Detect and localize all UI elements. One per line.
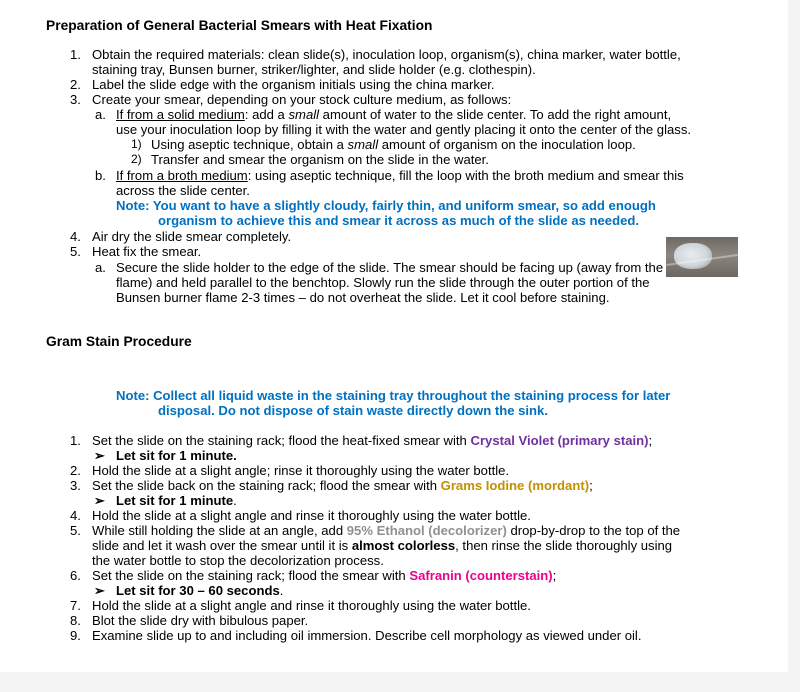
sub-step-text: across the slide center. <box>116 183 250 198</box>
text-run: amount of organism on the inoculation loop. <box>378 137 636 152</box>
text-run: slide and let it wash over the smear until it is <box>92 538 352 553</box>
step-text: Label the slide edge with the organism initials using the china marker. <box>92 77 495 92</box>
underlined-phrase: If from a broth medium <box>116 168 248 183</box>
step-number: 4. <box>70 229 81 244</box>
section-title-preparation: Preparation of General Bacterial Smears with Heat Fixation <box>46 18 433 33</box>
page-edge-right <box>788 0 800 692</box>
step-number: 6. <box>70 568 81 583</box>
bold-run: Let sit for 30 – 60 seconds <box>116 583 280 598</box>
note-text: disposal. Do not dispose of stain waste directly down the sink. <box>158 403 548 418</box>
step-number: 1. <box>70 47 81 62</box>
nested-step-number: 2) <box>131 152 142 166</box>
arrow-bullet-icon: ➢ <box>94 493 105 508</box>
sub-bullet-text <box>116 493 237 508</box>
step-text <box>92 538 672 553</box>
sub-step-text: flame) and held parallel to the benchtop. Slowly run the slide through the outer portion of the <box>116 275 650 290</box>
step-text <box>92 568 556 583</box>
grams-iodine-label: Grams Iodine (mordant) <box>440 478 590 493</box>
crystal-violet-label: Crystal Violet (primary stain) <box>470 433 649 448</box>
sub-step-text: Secure the slide holder to the edge of the slide. The smear should be facing up (away from the <box>116 260 664 275</box>
step-number: 4. <box>70 508 81 523</box>
note-text: organism to achieve this and smear it across as much of the slide as needed. <box>158 213 639 228</box>
text-run: ; <box>552 568 557 583</box>
text-run: ; <box>648 433 653 448</box>
sub-bullet-text <box>116 583 283 598</box>
smear-slide-photo <box>666 237 738 277</box>
step-number: 9. <box>70 628 81 643</box>
step-text: Create your smear, depending on your stock culture medium, as follows: <box>92 92 512 107</box>
text-run: drop-by-drop to the top of the <box>506 523 681 538</box>
sub-step-label: a. <box>95 260 106 275</box>
text-run: amount of water to the slide center. To add the right amount, <box>319 107 672 122</box>
step-text: Air dry the slide smear completely. <box>92 229 292 244</box>
arrow-bullet-icon: ➢ <box>94 583 105 598</box>
italic-run: small <box>347 137 379 152</box>
text-run: : using aseptic technique, fill the loop with the broth medium and smear this <box>247 168 684 183</box>
text-run: While still holding the slide at an angle, add <box>92 523 347 538</box>
step-text: Examine slide up to and including oil immersion. Describe cell morphology as viewed under oil. <box>92 628 642 643</box>
italic-run: small <box>288 107 320 122</box>
sub-step-text <box>116 168 684 183</box>
step-text: Hold the slide at a slight angle and rinse it thoroughly using the water bottle. <box>92 508 531 523</box>
sub-step-text: Bunsen burner flame 2-3 times – do not overheat the slide. Let it cool before staining. <box>116 290 610 305</box>
step-number: 3. <box>70 478 81 493</box>
text-run: Set the slide on the staining rack; flood the heat-fixed smear with <box>92 433 471 448</box>
arrow-bullet-icon: ➢ <box>94 448 105 463</box>
step-number: 8. <box>70 613 81 628</box>
ethanol-label: 95% Ethanol (decolorizer) <box>346 523 507 538</box>
page-edge-bottom <box>0 672 800 692</box>
section-title-gram-stain: Gram Stain Procedure <box>46 334 192 349</box>
nested-step-text: Transfer and smear the organism on the slide in the water. <box>151 152 489 167</box>
step-text: Hold the slide at a slight angle and rinse it thoroughly using the water bottle. <box>92 598 531 613</box>
step-number: 1. <box>70 433 81 448</box>
step-number: 7. <box>70 598 81 613</box>
sub-step-label: b. <box>95 168 106 183</box>
text-run: . <box>279 583 284 598</box>
text-run: ; <box>589 478 593 493</box>
step-text: Heat fix the smear. <box>92 244 202 259</box>
text-run: , then rinse the slide thoroughly using <box>455 538 673 553</box>
sub-step-label: a. <box>95 107 106 122</box>
step-number: 3. <box>70 92 81 107</box>
nested-step-number: 1) <box>131 137 142 151</box>
text-run: Using aseptic technique, obtain a <box>151 137 348 152</box>
nested-step-text <box>151 137 636 152</box>
safranin-label: Safranin (counterstain) <box>409 568 553 583</box>
underlined-phrase: If from a solid medium <box>116 107 245 122</box>
step-text <box>92 433 652 448</box>
step-text <box>92 523 680 538</box>
step-number: 2. <box>70 463 81 478</box>
text-run: Set the slide on the staining rack; flood the smear with <box>92 568 410 583</box>
step-number: 2. <box>70 77 81 92</box>
step-number: 5. <box>70 523 81 538</box>
bold-run: Let sit for 1 minute <box>116 493 234 508</box>
smear-spot <box>674 243 712 269</box>
note-text: Note: You want to have a slightly cloudy, fairly thin, and uniform smear, so add enough <box>116 198 656 213</box>
sub-bullet-text: Let sit for 1 minute. <box>116 448 237 463</box>
sub-step-text <box>116 107 671 122</box>
sub-step-text: use your inoculation loop by filling it with the water and gently placing it onto the center of the glass. <box>116 122 692 137</box>
text-run: : add a <box>244 107 289 122</box>
step-text: the water bottle to stop the decolorization process. <box>92 553 384 568</box>
text-run: . <box>233 493 237 508</box>
step-text: staining tray, Bunsen burner, striker/lighter, and slide holder (e.g. clothespin). <box>92 62 536 77</box>
step-text: Blot the slide dry with bibulous paper. <box>92 613 309 628</box>
note-text: Note: Collect all liquid waste in the staining tray throughout the staining process for later <box>116 388 671 403</box>
text-run: Set the slide back on the staining rack; flood the smear with <box>92 478 441 493</box>
step-text <box>92 478 593 493</box>
step-text: Obtain the required materials: clean slide(s), inoculation loop, organism(s), china marker, water bottle, <box>92 47 681 62</box>
step-number: 5. <box>70 244 81 259</box>
bold-run: almost colorless <box>351 538 456 553</box>
step-text: Hold the slide at a slight angle; rinse it thoroughly using the water bottle. <box>92 463 510 478</box>
